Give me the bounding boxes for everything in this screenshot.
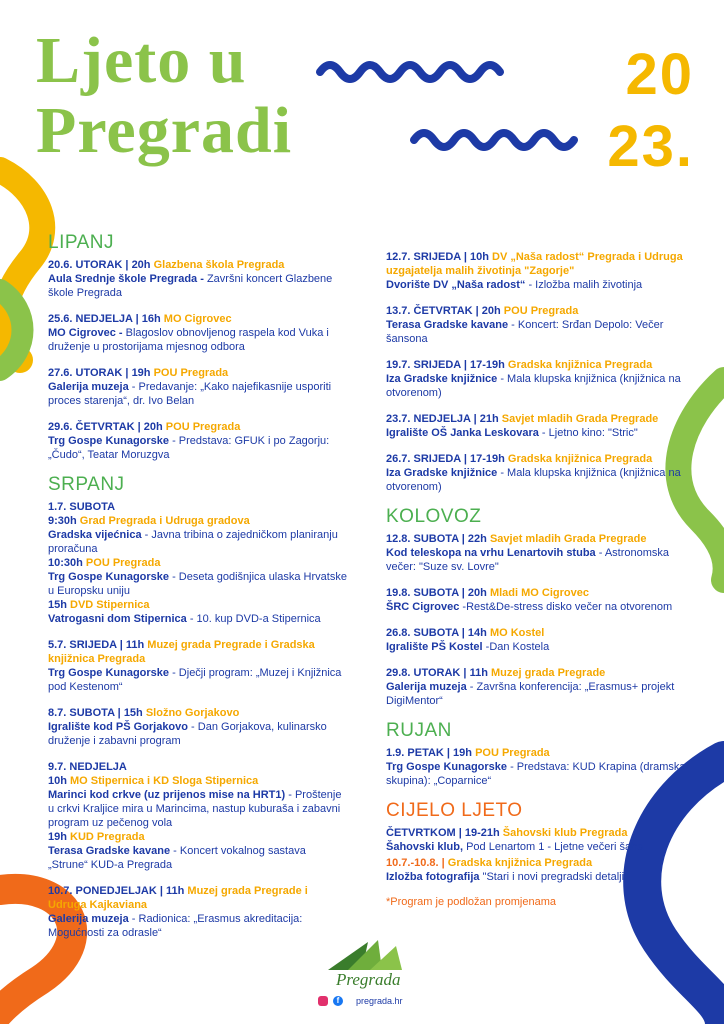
event-place: Terasa Gradske kavane xyxy=(386,319,509,331)
month-heading: KOLOVOZ xyxy=(386,506,482,527)
event-desc: - 10. kup DVD-a Stipernica xyxy=(186,613,321,625)
event-date: 27.6. UTORAK | 19h xyxy=(48,367,154,379)
event-desc: - Koncert vokalnog sastava „Strune“ KUD-a Pregrada xyxy=(48,845,306,871)
event-date: 1.7. SUBOTA xyxy=(48,501,116,513)
event-place: Trg Gospe Kunagorske xyxy=(48,667,170,679)
event xyxy=(386,826,686,854)
event-organizer: MO Kostel xyxy=(489,627,545,639)
event-desc: - Radionica: „Erasmus akreditacija: Mogućnosti za odrasle“ xyxy=(48,913,303,939)
event-place: Terasa Gradske kavane xyxy=(48,845,171,857)
event xyxy=(386,586,686,614)
event-desc: - Predstava: KUD Krapina (dramska skupina): „Coparnice“ xyxy=(386,761,686,787)
event-time: 9:30h xyxy=(48,515,80,527)
event xyxy=(48,312,348,354)
event xyxy=(48,258,348,300)
month-heading: CIJELO LJETO xyxy=(386,800,523,821)
event-desc: - Deseta godišnjica ulaska Hrvatske u Europsku uniju xyxy=(48,571,347,597)
event-organizer: Gradska knjižnica Pregrada xyxy=(507,453,653,465)
event-organizer: Savjet mladih Grada Pregrade xyxy=(489,533,647,545)
event xyxy=(48,500,348,626)
event-date: 10.7. PONEDJELJAK | 11h xyxy=(48,885,188,897)
event xyxy=(386,304,686,346)
event-time: 10h xyxy=(48,775,71,787)
event-desc: Blagoslov obnovljenog raspela kod Vuka i druženje u prostorijama mjesnog odbora xyxy=(48,327,329,353)
event-desc: - Predstava: GFUK i po Zagorju: „Čudo“, Teatar Moruzgva xyxy=(48,435,330,461)
event-date: 20.6. UTORAK | 20h xyxy=(48,259,154,271)
event-time: 19h xyxy=(48,831,71,843)
event-place: Igralište PŠ Kostel xyxy=(386,641,483,653)
event-organizer: DVD Stipernica xyxy=(70,599,150,611)
event xyxy=(48,760,348,872)
event-place: MO Cigrovec - xyxy=(48,327,126,339)
event-organizer: POU Pregrada xyxy=(85,557,161,569)
month-heading: LIPANJ xyxy=(48,232,115,253)
event-place: Iza Gradske knjižnice xyxy=(386,373,498,385)
event-place: Aula Srednje škole Pregrada - xyxy=(48,273,207,285)
event-date: 1.9. PETAK | 19h xyxy=(386,747,476,759)
event-desc: - Proštenje u crkvi Kraljice mira u Marincima, nastup kuburaša i zabavni program uz pečenog vola xyxy=(48,789,342,829)
event-place: Marinci kod crkve (uz prijenos mise na HRT1) xyxy=(48,789,286,801)
event-date: 5.7. SRIJEDA | 11h xyxy=(48,639,148,651)
event-organizer: MO Cigrovec xyxy=(163,313,232,325)
event xyxy=(386,856,686,884)
right-column xyxy=(386,250,686,908)
event-place: Gradska vijećnica xyxy=(48,529,142,541)
event-date: 19.7. SRIJEDA | 17-19h xyxy=(386,359,508,371)
event-organizer: DV „Naša radost“ Pregrada i Udruga uzgajatelja malih životinja "Zagorje" xyxy=(386,251,683,277)
event-place: Galerija muzeja xyxy=(386,681,467,693)
event-place: Galerija muzeja xyxy=(48,913,129,925)
event-desc: - Astronomska večer: "Suze sv. Lovre" xyxy=(386,547,670,573)
event-desc: - Izložba malih životinja xyxy=(525,279,643,291)
event-date: 8.7. SUBOTA | 15h xyxy=(48,707,146,719)
event-date: 12.8. SUBOTA | 22h xyxy=(386,533,490,545)
event-date: 29.6. ČETVRTAK | 20h xyxy=(48,421,166,433)
month-heading: RUJAN xyxy=(386,720,452,741)
event-desc: - Predavanje: „Kako najefikasnije usporiti proces starenja“, dr. Ivo Belan xyxy=(48,381,332,407)
event-organizer: POU Pregrada xyxy=(153,367,229,379)
event xyxy=(48,420,348,462)
event-organizer: Savjet mladih Grada Pregrade xyxy=(501,413,659,425)
year-line1: 20 xyxy=(625,42,694,107)
event-date: ČETVRTKOM | 19-21h xyxy=(386,827,503,839)
event-organizer: POU Pregrada xyxy=(475,747,550,759)
event-date: 12.7. SRIJEDA | 10h xyxy=(386,251,492,263)
event-organizer: Složno Gorjakovo xyxy=(145,707,240,719)
title-line1: Ljeto u xyxy=(36,24,247,97)
year-line2: 23. xyxy=(607,114,694,179)
event-date: 29.8. UTORAK | 11h xyxy=(386,667,491,679)
event-place: Trg Gospe Kunagorske xyxy=(48,571,170,583)
event-organizer: Gradska knjižnica Pregrada xyxy=(507,359,653,371)
event-organizer: Muzej grada Pregrade i Udruga Kajkaviana xyxy=(48,885,308,911)
event-time: 15h xyxy=(48,599,71,611)
event xyxy=(386,666,686,708)
event-place: ŠRC Cigrovec xyxy=(386,601,460,613)
event-date: 13.7. ČETVRTAK | 20h xyxy=(386,305,504,317)
event-place: Trg Gospe Kunagorske xyxy=(48,435,170,447)
event-desc: - Mala klupska knjižnica (knjižnica na otvorenom) xyxy=(386,373,681,399)
disclaimer-note: *Program je podložan promjenama xyxy=(386,896,556,908)
event xyxy=(48,706,348,748)
event xyxy=(386,452,686,494)
event xyxy=(386,626,686,654)
event-desc: - Ljetno kino: "Stric" xyxy=(538,427,638,439)
event-place: Igralište kod PŠ Gorjakovo xyxy=(48,721,188,733)
event-date: 9.7. NEDJELJA xyxy=(48,761,127,773)
event-organizer: Muzej grada Pregrade xyxy=(490,667,606,679)
event-desc: - Dan Gorjakova, kulinarsko druženje i zabavni program xyxy=(48,721,327,747)
event-date: 26.8. SUBOTA | 14h xyxy=(386,627,490,639)
event-desc: - Koncert: Srđan Depolo: Večer šansona xyxy=(386,319,664,345)
event-desc: -Rest&De-stress disko večer na otvorenom xyxy=(459,601,673,613)
event xyxy=(386,746,686,788)
event-desc: "Stari i novi pregradski detalji" xyxy=(479,871,628,883)
event-desc: - Javna tribina o zajedničkom planiranju proračuna xyxy=(48,529,338,555)
event-organizer: KUD Pregrada xyxy=(70,831,145,843)
event-date: 26.7. SRIJEDA | 17-19h xyxy=(386,453,508,465)
event-date: 19.8. SUBOTA | 20h xyxy=(386,587,490,599)
title-line2: Pregradi xyxy=(36,94,293,167)
event xyxy=(386,532,686,574)
event-organizer: MO Stipernica i KD Sloga Stipernica xyxy=(70,775,259,787)
event-place: Šahovski klub, xyxy=(386,841,464,853)
event-place: Igralište OŠ Janka Leskovara xyxy=(386,427,539,439)
event-place: Iza Gradske knjižnice xyxy=(386,467,498,479)
website-link[interactable]: pregrada.hr xyxy=(356,996,403,1006)
left-column xyxy=(48,232,348,952)
month-heading: SRPANJ xyxy=(48,474,125,495)
event-desc: - Završna konferencija: „Erasmus+ projekt DigiMentor“ xyxy=(386,681,675,707)
event-date: 25.6. NEDJELJA | 16h xyxy=(48,313,164,325)
event-place: Trg Gospe Kunagorske xyxy=(386,761,508,773)
wave-top xyxy=(320,65,500,79)
event xyxy=(48,366,348,408)
event-desc: Završni koncert Glazbene škole Pregrada xyxy=(48,273,333,299)
event-organizer: POU Pregrada xyxy=(165,421,241,433)
event-organizer: POU Pregrada xyxy=(503,305,579,317)
instagram-icon[interactable] xyxy=(318,996,328,1006)
event xyxy=(386,358,686,400)
event-date: 10.7.-10.8. | xyxy=(386,857,448,869)
event-time: 10:30h xyxy=(48,557,86,569)
facebook-icon[interactable]: f xyxy=(333,996,343,1006)
event-desc: - Mala klupska knjižnica (knjižnica na otvorenom) xyxy=(386,467,681,493)
event-desc: -Dan Kostela xyxy=(482,641,550,653)
event xyxy=(48,884,348,940)
event xyxy=(386,250,686,292)
event-organizer: Šahovski klub Pregrada xyxy=(502,827,628,839)
wave-bottom xyxy=(414,133,574,147)
logo-text: Pregrada xyxy=(336,970,401,989)
event-date: 23.7. NEDJELJA | 21h xyxy=(386,413,502,425)
event-organizer: Grad Pregrada i Udruga gradova xyxy=(79,515,250,527)
event-place: Dvorište DV „Naša radost“ xyxy=(386,279,526,291)
event-place: Kod teleskopa na vrhu Lenartovih stuba xyxy=(386,547,596,559)
event-organizer: Glazbena škola Pregrada xyxy=(153,259,285,271)
event xyxy=(48,638,348,694)
event-organizer: Gradska knjižnica Pregrada xyxy=(447,857,593,869)
event-place: Galerija muzeja xyxy=(48,381,129,393)
event-desc: - Dječji program: „Muzej i Knjižnica pod Kestenom“ xyxy=(48,667,342,693)
event xyxy=(386,412,686,440)
event-organizer: Muzej grada Pregrade i Gradska knjižnica Pregrada xyxy=(48,639,315,665)
event-place: Vatrogasni dom Stipernica xyxy=(48,613,187,625)
event-desc: Pod Lenartom 1 - Ljetne večeri šaha xyxy=(463,841,644,853)
event-place: Izložba fotografija xyxy=(386,871,480,883)
event-organizer: Mladi MO Cigrovec xyxy=(489,587,589,599)
